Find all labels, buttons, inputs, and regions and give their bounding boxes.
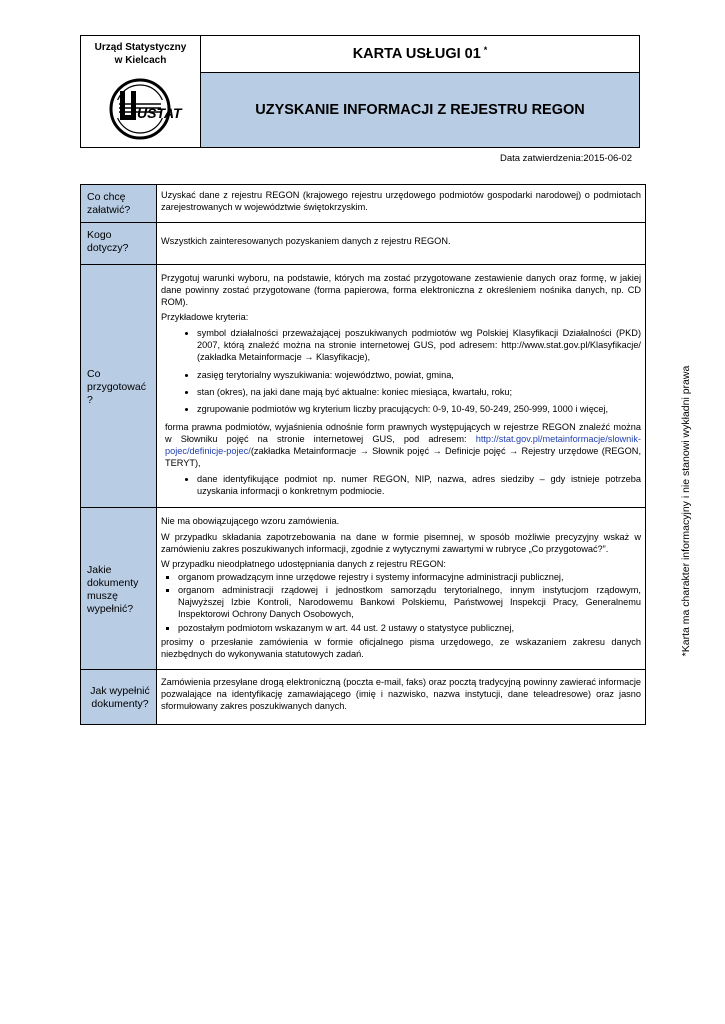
how-text: Zamówienia przesyłane drogą elektroniczną (poczta e-mail, faks) oraz pocztą tradycyjną powinny zawierać informacje pozwalające na identyfikację zamawiającego (imię i nazwisko, nazwa instytucji, dane teleadresowe) oraz jasno sformułowany zakres poszukiwanych danych. (161, 676, 641, 712)
ustat-logo (109, 78, 182, 140)
list-item: • dane identyfikujące podmiot np. numer REGON, NIP, nazwa, adres siedziby – gdy istnieje potrzeba uzyskania informacji o konkretnym podmiocie. (197, 473, 641, 498)
card-title-text: KARTA USŁUGI 01 (352, 46, 481, 62)
office-name-line1: Urząd Statystyczny (94, 42, 187, 53)
approval-date: Data zatwierdzenia:2015-06-02 (499, 153, 632, 164)
content-documents (157, 508, 646, 669)
label-who: Kogo dotyczy? (81, 222, 157, 264)
list-item: ▪ pozostałym podmiotom wskazanym w art. 44 ust. 2 ustawy o statystyce publicznej, (178, 622, 641, 634)
label-how: Jak wypełnić dokumenty? (81, 669, 157, 724)
prepare-intro: Przygotuj warunki wyboru, na podstawie, których ma zostać przygotowane zestawienie danych oraz formę, w jakiej dane powinny zostać przygotowane (forma papierowa, forma elektroniczna z określeniem nośnika danych, np. CD ROM). (161, 272, 641, 308)
service-table (80, 184, 646, 725)
title-cell (201, 36, 639, 147)
legal-form-paragraph (161, 421, 641, 470)
who-text: Wszystkich zainteresowanych pozyskaniem danych z rejestru REGON. (161, 235, 451, 246)
office-name (81, 41, 200, 67)
row-how (81, 669, 646, 724)
row-prepare (81, 264, 646, 508)
list-item: ▪ organom prowadzącym inne urzędowe rejestry i systemy informacyjne administracji publicznej, (178, 571, 641, 583)
office-name-line2: w Kielcach (114, 55, 167, 66)
list-item: • stan (okres), na jaki dane mają być aktualne: koniec miesiąca, kwartału, roku; (197, 386, 641, 398)
row-documents (81, 508, 646, 669)
documents-p2: W przypadku składania zapotrzebowania na dane w formie pisemnej, w sposób możliwie precyzyjny wskaż w zamówieniu zakres poszukiwanych informacji, zgodnie z wytycznymi zawartymi w rubryce „Co przygotować?”. (161, 531, 641, 554)
documents-p4: prosimy o przesłanie zamówienia w formie oficjalnego pisma urzędowego, ze wskazaniem zakresu danych niezbędnych do wykonywania statutowych zadań. (161, 637, 641, 660)
content-prepare (157, 264, 646, 508)
label-what: Co chcę załatwić? (81, 185, 157, 223)
legal-form-post: (zakładka Metainformacje → Słownik pojęć → Definicje pojęć → Rejestry urzędowe (REGON, TERYT), (165, 446, 641, 469)
content-what (157, 185, 646, 223)
content-how (157, 669, 646, 724)
free-access-list (161, 571, 641, 634)
logo-letters: USTAT (137, 105, 182, 121)
header-box (80, 35, 640, 148)
list-item: • zgrupowanie podmiotów wg kryterium liczby pracujących: 0-9, 10-49, 50-249, 250-999, 1000 i więcej, (197, 403, 641, 415)
content-who (157, 222, 646, 264)
documents-p3: W przypadku nieodpłatnego udostępniania danych z rejestru REGON: (161, 559, 446, 570)
side-note (678, 346, 694, 676)
glossary-link[interactable]: http://stat.gov.pl/metainformacje/slownik-pojec/definicje-pojec/ (165, 433, 641, 457)
label-documents: Jakie dokumenty muszę wypełnić? (81, 508, 157, 669)
list-item: • symbol działalności przeważającej poszukiwanych podmiotów wg Polskiej Klasyfikacji Działalności (PKD) 2007, którą znaleźć można na stronie internetowej GUS, pod adresem: http://www.stat.gov.pl/Klasyfikacje/ (zakładka Metainformacje → Klasyfikacje), (197, 327, 641, 364)
row-what (81, 185, 646, 223)
what-text: Uzyskać dane z rejestru REGON (krajowego rejestru urzędowego podmiotów gospodarki narodowej) o podmiotach zarejestrowanych w województwie świętokrzyskim. (161, 190, 641, 213)
criteria-list (161, 327, 641, 416)
criteria-heading: Przykładowe kryteria: (161, 312, 249, 323)
list-item: • zasięg terytorialny wyszukiwania: województwo, powiat, gmina, (197, 369, 641, 381)
legal-form-pre: forma prawna podmiotów, wyjaśnienia odnośnie form prawnych występujących w rejestrze REGON znaleźć można w Słowniku pojęć na stronie internetowej GUS, pod adresem: (165, 421, 641, 444)
documents-p1: Nie ma obowiązującego wzoru zamówienia. (161, 516, 340, 527)
card-title-mark: * (483, 45, 488, 55)
criteria-list-2 (161, 473, 641, 498)
list-item: ▪ organom administracji rządowej i jednostkom samorządu terytorialnego, innym instytucjom rządowym, Najwyższej Izbie Kontroli, Narodowemu Bankowi Polskiemu, Państwowej Inspekcji Pracy, Generalnemu Inspektorowi Ochrony Danych Osobowych, (178, 584, 641, 621)
label-prepare: Co przygotować ? (81, 264, 157, 508)
card-title (201, 36, 639, 73)
row-who (81, 222, 646, 264)
office-cell (81, 36, 201, 147)
service-name: UZYSKANIE INFORMACJI Z REJESTRU REGON (201, 73, 639, 147)
side-note-text: *Karta ma charakter informacyjny i nie stanowi wykładni prawa (679, 365, 692, 657)
